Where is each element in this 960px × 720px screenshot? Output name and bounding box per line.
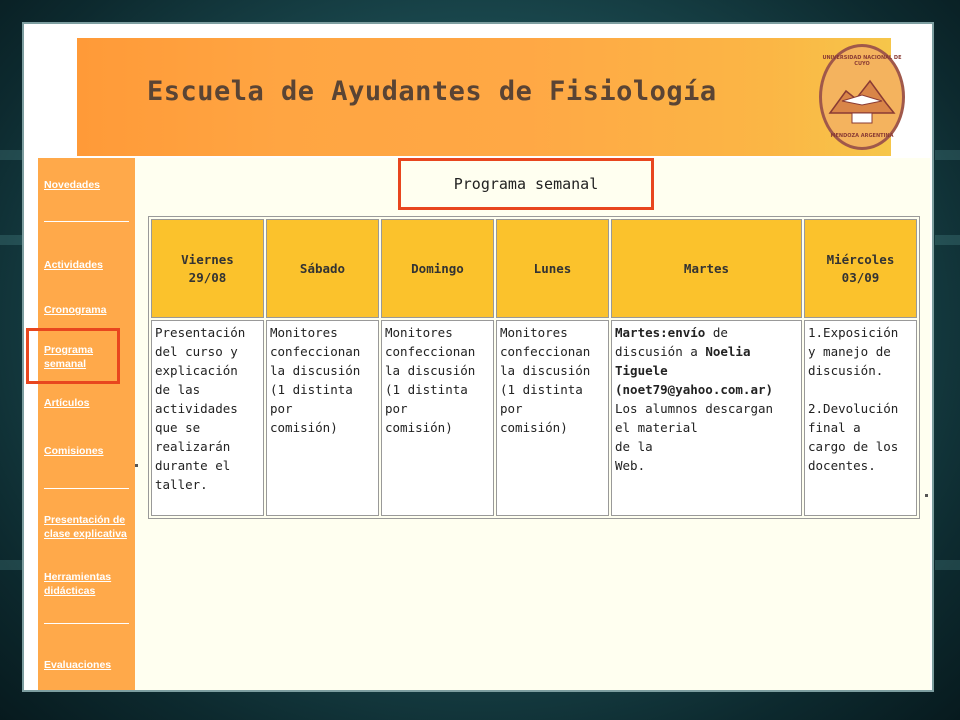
cell-lunes: Monitores confeccionan la discusión (1 distinta por comisión) xyxy=(496,320,609,516)
sidebar-item-evaluaciones[interactable]: Evaluaciones xyxy=(44,659,112,671)
sidebar-item-presentacion[interactable]: Presentación de clase explicativa xyxy=(44,514,127,540)
mountain-emblem-icon xyxy=(822,69,902,129)
stray-dot xyxy=(925,494,928,497)
cell-miercoles: 1.Exposición y manejo de discusión. 2.Devolución final a cargo de los docentes. xyxy=(804,320,917,516)
active-nav-highlight xyxy=(26,328,120,384)
cell-sabado: Monitores confeccionan la discusión (1 distinta por comisión) xyxy=(266,320,379,516)
header-martes: Martes xyxy=(611,219,802,318)
table-header-row xyxy=(151,219,917,318)
nav-divider xyxy=(44,221,129,222)
header-miercoles: Miércoles 03/09 xyxy=(804,219,917,318)
sidebar-item-programa-semanal[interactable]: Programa semanal xyxy=(44,344,94,370)
sidebar-item-cronograma[interactable]: Cronograma xyxy=(44,304,107,316)
sidebar-item-herramientas[interactable]: Herramientas didácticas xyxy=(44,571,112,597)
cell-viernes: Presentación del curso y explicación de las actividades que se realizarán durante el taller. xyxy=(151,320,264,516)
browser-page xyxy=(22,22,934,692)
background-stripe xyxy=(935,560,960,570)
page-title-highlight xyxy=(398,158,654,210)
content-area xyxy=(38,158,930,690)
nav-divider xyxy=(44,623,129,624)
header-sabado: Sábado xyxy=(266,219,379,318)
sidebar-nav xyxy=(38,158,135,690)
sidebar-item-actividades[interactable]: Actividades xyxy=(44,259,103,271)
weekly-schedule-table xyxy=(148,216,920,519)
site-title: Escuela de Ayudantes de Fisiología xyxy=(147,76,717,107)
site-banner xyxy=(77,38,902,156)
background-stripe xyxy=(935,150,960,160)
sidebar-item-comisiones[interactable]: Comisiones xyxy=(44,445,104,457)
header-lunes: Lunes xyxy=(496,219,609,318)
nav-divider xyxy=(44,488,129,489)
cell-martes: Martes:envío de discusión a Noelia Tiguele (noet79@yahoo.com.ar) Los alumnos descargan el material de la Web. xyxy=(611,320,802,516)
header-domingo: Domingo xyxy=(381,219,494,318)
cell-domingo: Monitores confeccionan la discusión (1 distinta por comisión) xyxy=(381,320,494,516)
university-seal-logo: UNIVERSIDAD NACIONAL DE CUYO MENDOZA ARGENTINA xyxy=(819,44,905,150)
table-row xyxy=(151,320,917,516)
stray-dot xyxy=(135,464,138,467)
sidebar-item-novedades[interactable]: Novedades xyxy=(44,179,101,191)
header-viernes: Viernes 29/08 xyxy=(151,219,264,318)
sidebar-item-articulos[interactable]: Artículos xyxy=(44,397,90,409)
background-stripe xyxy=(935,235,960,245)
page-title: Programa semanal xyxy=(453,175,599,193)
